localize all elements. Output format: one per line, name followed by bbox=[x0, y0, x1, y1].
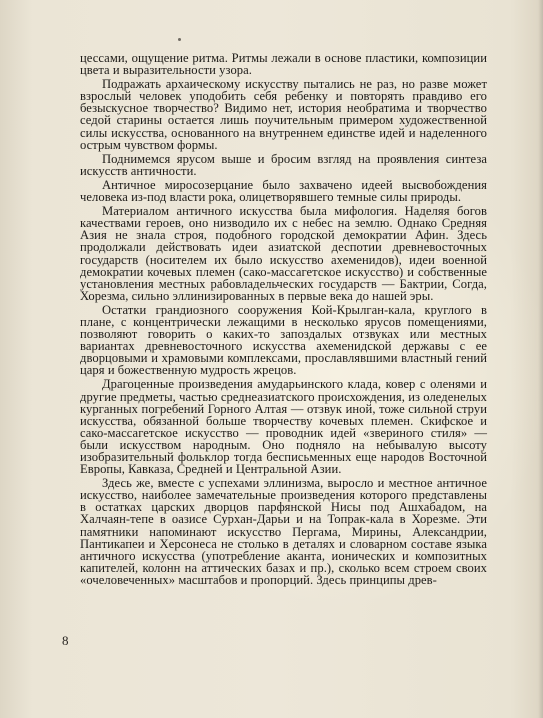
paragraph: Подражать архаическому искусству пытались не раз, но разве может взрослый человек уподобить себя ребенку и повторять правдиво его безыскусное творчество? Видимо нет, история необратима и творчество седой старины остается лишь поучительным примером художественной силы искусства, основанного на внутреннем единстве идей и наделенного острым чувством формы. bbox=[80, 77, 487, 152]
page-number: 8 bbox=[62, 633, 69, 648]
body-text bbox=[80, 52, 487, 586]
paragraph: Античное миросозерцание было захвачено идеей высвобождения человека из-под власти рока, олицетворявшего темные силы природы. bbox=[80, 177, 487, 205]
print-speck bbox=[178, 38, 181, 41]
paragraph: Поднимемся ярусом выше и бросим взгляд на проявления синтеза искусств античности. bbox=[80, 151, 487, 178]
paragraph: цессами, ощущение ритма. Ритмы лежали в основе пластики, композиции цвета и выразительности узора. bbox=[80, 51, 487, 78]
paragraph: Материалом античного искусства была мифология. Наделяя богов качествами героев, оно низводило их с небес на землю. Однако Средняя Азия не знала строя, подобного городской демократии Афин. Здесь продолжали действовать идеи азиатской деспотии древневосточных государств (носителем их было искусство ахеменидов), идеи военной демократии кочевых племен (сако-массагетское искусство) и собственные установления местных рабовладельческих государств — Бактрии, Согда, Хорезма, сильно эллинизированных в первые века до нашей эры. bbox=[80, 204, 487, 303]
paragraph: Остатки грандиозного сооружения Кой-Крылган-кала, круглого в плане, с концентрически лежащими в несколько ярусов помещениями, позволяют говорить о каких-то запоздалых отзвуках или местных вариантах древневосточного искусства ахеменидской державы с ее дворцовыми и храмовыми комплексами, прославлявшими властный гений царя и божественную мудрость жрецов. bbox=[80, 302, 487, 378]
paragraph: Здесь же, вместе с успехами эллинизма, выросло и местное античное искусство, наиболее замечательные произведения которого представлены в остатках царских дворцов парфянской Нисы под Ашхабадом, на Халчаян-тепе в оазисе Сурхан-Дарьи и на Топрак-кала в Хорезме. Эти памятники напоминают искусство Пергама, Мирины, Александрии, Пантикапеи и Херсонеса не столько в деталях и словарном составе языка античного искусства (употребление аканта, ионических и композитных капителей, колонн на аттических базах и пр.), сколько всем строем своих «очеловеченных» масштабов и пропорций. Здесь принципы древ- bbox=[80, 476, 487, 587]
paragraph: Драгоценные произведения амударьинского клада, ковер с оленями и другие предметы, частью среднеазиатского происхождения, из оледенелых курганных погребений Горного Алтая — отзвук иной, тоже сильной струи искусства, обязанной больше творчеству кочевых племен. Скифское и сако-массагетское искусство — проводник идей «звериного стиля» — были искусством народным. Оно подняло на небывалую высоту изобразительный фольклор тогда бесписьменных еще народов Восточной Европы, Кавказа, Средней и Центральной Азии. bbox=[80, 377, 487, 477]
